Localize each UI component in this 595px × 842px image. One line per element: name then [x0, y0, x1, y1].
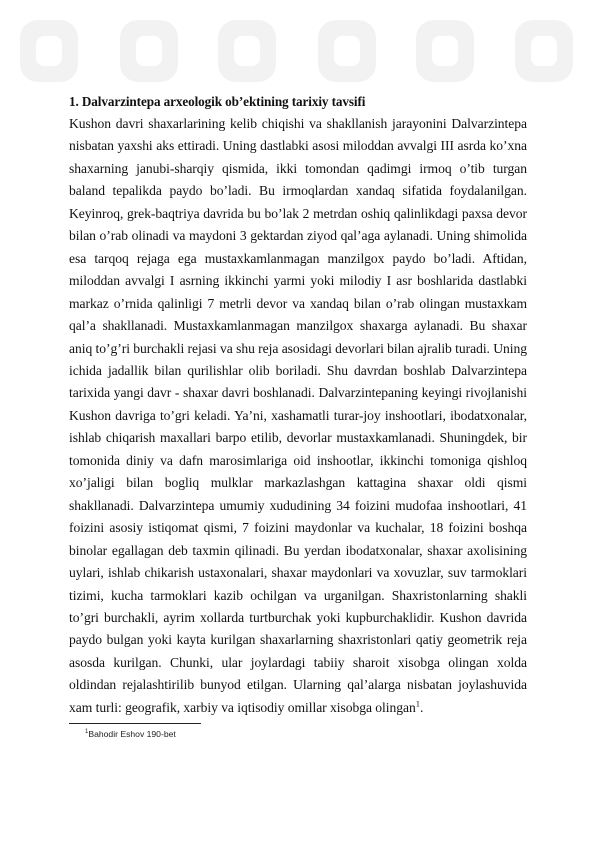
footnote	[85, 726, 527, 740]
footnote-number: 1	[85, 729, 89, 736]
document-page	[69, 92, 527, 740]
body-text: Kushon davri shaxarlarining kelib chiqishi va shakllanish jarayonini Dalvarzintepa nisbatan yaxshi aks ettiradi. Uning dastlabki asosi miloddan avvalgi III asrda ko’xna shaxarning janubi-sharqiy qismida, ikki tomondan qadimgi irmoq o’tib turgan baland tepalikda paydo bo’ladi. Bu irmoqlardan xandaq sifatida foydalanilgan. Keyinroq, grek-baqtriya davrida bu bo’lak 2 metrdan oshiq qalinlikdagi paxsa devor bilan o’rab olinadi va maydoni 3 gektardan ziyod qal’aga aylanadi. Uning shimolida esa tarqoq rejaga ega mustaxkamlanmagan manzilgox paydo bo’ladi. Aftidan, miloddan avvalgi I asrning ikkinchi yarmi yoki milodiy I asr boshlarida dastlabki markaz o’rnida qalinligi 7 metrli devor va xandaq bilan o’rab olingan mustaxkam qal’a shakllanadi. Mustaxkamlanmagan manzilgox shaxarga aylanadi. Bu shaxar aniq to’g’ri burchakli rejasi va shu reja asosidagi devorlari bilan ajralib turadi. Uning ichida jadallik bilan qurilishlar olib boriladi. Shu davrdan boshlab Dalvarzintepa tarixida yangi davr - shaxar davri boshlanadi. Dalvarzintepaning keyingi rivojlanishi Kushon davriga to’gri keladi. Ya’ni, xashamatli turar-joy inshootlari, ibodatxonalar, ishlab chiqarish maxallari barpo etilib, devorlar mustaxkamlanadi. Shuningdek, bir tomonida diniy va dafn marosimlariga oid inshootlar, ikkinchi tomoniga qishloq xo’jaligi bilan bogliq mulklar markazlashgan kattagina shaxar oldi qismi shakllanadi. Dalvarzintepa umumiy xududining 34 foizini mudofaa inshootlari, 41 foizini asosiy istiqomat qismi, 7 foizini maydonlar va kuchalar, 18 foizini boshqa binolar egallagan deb taxmin qilinadi. Bu yerdan ibodatxonalar, shaxar axolisining uylari, ishlab chikarish ustaxonalari, shaxar maydonlari va xovuzlar, suv tarmoklari tizimi, kucha tarmoklari kazib ochilgan va urganilgan. Shaxristonlarning shakli to’gri burchakli, ayrim xollarda turtburchak yoki kupburchaklidir. Kushon davrida paydo bulgan yoki kayta kurilgan shaxarlarning shaxristonlari qatiy geometrik reja asosda kurilgan. Chunki, ular joylardagi tabiiy sharoit xisobga olingan xolda oldindan rejalashtirilib bunyod etilgan. Ularning qal’alarga nisbatan joylashuvida xam turli: geografik, xarbiy va iqtisodiy omillar xisobga olingan	[69, 116, 527, 715]
footnote-text: Bahodir Eshov 190-bet	[88, 729, 176, 740]
footnote-reference: 1	[415, 698, 420, 709]
body-paragraph: Kushon davri shaxarlarining kelib chiqishi va shakllanish jarayonini Dalvarzintepa nisbatan yaxshi aks ettiradi. Uning dastlabki asosi miloddan avvalgi III asrda ko’xna shaxarning janubi-sharqiy qismida, ikki tomondan qadimgi irmoq o’tib turgan baland tepalikda paydo bo’ladi. Bu irmoqlardan xandaq sifatida foydalanilgan. Keyinroq, grek-baqtriya davrida bu bo’lak 2 metrdan oshiq qalinlikdagi paxsa devor bilan o’rab olinadi va maydoni 3 gektardan ziyod qal’aga aylanadi. Uning shimolida esa tarqoq rejaga ega mustaxkamlanmagan manzilgox paydo bo’ladi. Aftidan, miloddan avvalgi I asrning ikkinchi yarmi yoki milodiy I asr boshlarida dastlabki markaz o’rnida qalinligi 7 metrli devor va xandaq bilan o’rab olingan mustaxkam qal’a shakllanadi. Mustaxkamlanmagan manzilgox shaxarga aylanadi. Bu shaxar aniq to’g’ri burchakli rejasi va shu reja asosidagi devorlari bilan ajralib turadi. Uning ichida jadallik bilan qurilishlar olib boriladi. Shu davrdan boshlab Dalvarzintepa tarixida yangi davr - shaxar davri boshlanadi. Dalvarzintepaning keyingi rivojlanishi Kushon davriga to’gri keladi. Ya’ni, xashamatli turar-joy inshootlari, ibodatxonalar, ishlab chiqarish maxallari barpo etilib, devorlar mustaxkamlanadi. Shuningdek, bir tomonida diniy va dafn marosimlariga oid inshootlar, ikkinchi tomoniga qishloq xo’jaligi bilan bogliq mulklar markazlashgan kattagina shaxar oldi qismi shakllanadi. Dalvarzintepa umumiy xududining 34 foizini mudofaa inshootlari, 41 foizini asosiy istiqomat qismi, 7 foizini maydonlar va kuchalar, 18 foizini boshqa binolar egallagan deb taxmin qilinadi. Bu yerdan ibodatxonalar, shaxar axolisining uylari, ishlab chikarish ustaxonalari, shaxar maydonlari va xovuzlar, suv tarmoklari tizimi, kucha tarmoklari kazib ochilgan va urganilgan. Shaxristonlarning shakli to’gri burchakli, ayrim xollarda turtburchak yoki kupburchaklidir. Kushon davrida paydo bulgan yoki kayta kurilgan shaxarlarning shaxristonlari qatiy geometrik reja asosda kurilgan. Chunki, ular joylardagi tabiiy sharoit xisobga olingan xolda oldindan rejalashtirilib bunyod etilgan. Ularning qal’alarga nisbatan joylashuvida xam turli: geografik, xarbiy va iqtisodiy omillar xisobga olingan$^1$.	[69, 116, 527, 715]
section-heading: 1. Dalvarzintepa arxeologik ob’ektining tarixiy tavsifi	[69, 94, 366, 109]
footnote-separator	[69, 723, 201, 724]
